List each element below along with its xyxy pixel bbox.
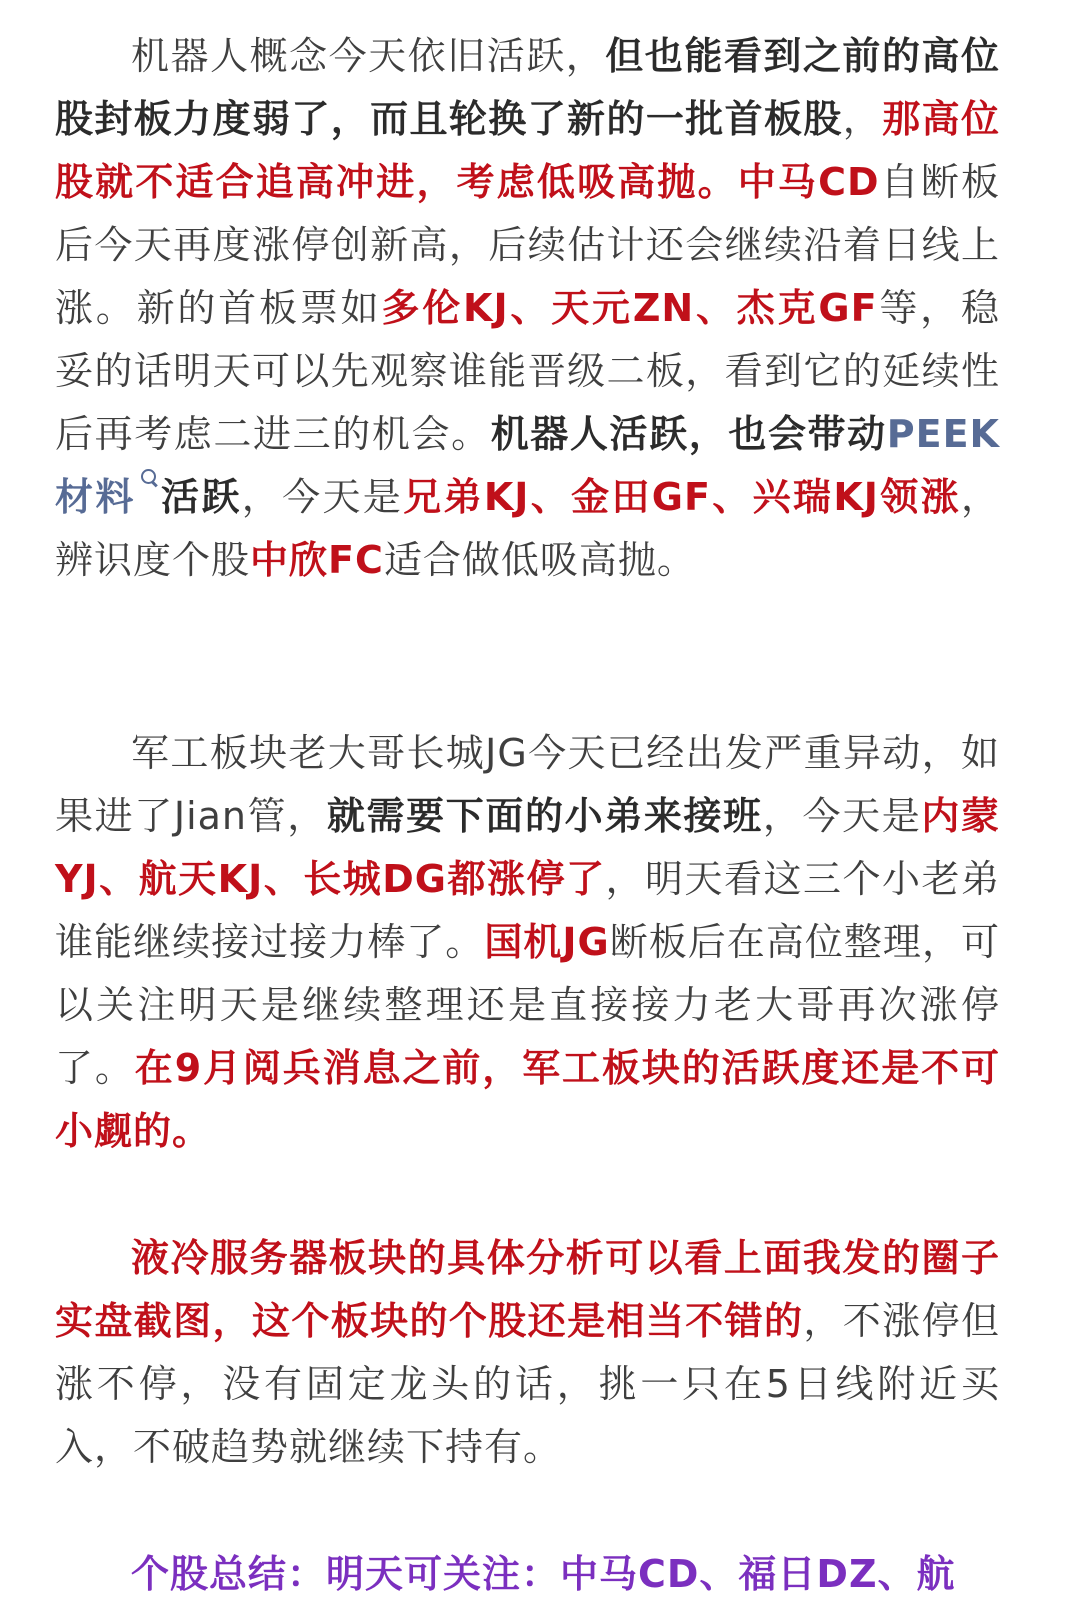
paragraph-stock-summary	[55, 1543, 1000, 1606]
highlight-segment: 兄弟KJ、金田GF、兴瑞KJ领涨	[403, 475, 961, 519]
highlight-segment: 那高位股就不适合追高冲进，考虑低吸高抛。中马CD	[55, 97, 1000, 204]
bold-segment: 活跃	[159, 475, 242, 519]
text-segment: ，明天看这三个小老弟谁能继续接过接力棒了。	[55, 857, 1000, 964]
highlight-segment: 中欣FC	[250, 538, 384, 582]
text-segment: ，	[842, 97, 883, 141]
peek-material-link[interactable]: PEEK材料	[55, 412, 1000, 519]
text-segment: ，今天是	[241, 475, 404, 519]
text-segment: 自断板后今天再度涨停创新高，后续估计还会继续沿着日线上涨。新的首板票如	[55, 160, 1000, 330]
summary-segment: 个股总结：明天可关注：中马CD、福日DZ、航	[131, 1552, 956, 1596]
text-segment: ，不涨停但涨不停，没有固定龙头的话，挑一只在5日线附近买入，不破趋势就继续下持有。	[55, 1299, 1000, 1469]
text-segment: 适合做低吸高抛。	[383, 538, 696, 582]
paragraph-liquid-cooling	[55, 1227, 1000, 1479]
search-icon[interactable]	[140, 468, 158, 486]
text-segment: 等，稳妥的话明天可以先观察谁能晋级二板，看到它的延续性后再考虑二进三的机会。	[55, 286, 1000, 456]
highlight-segment: 液冷服务器板块的具体分析可以看上面我发的圈子实盘截图，这个板块的个股还是相当不错的	[55, 1236, 1000, 1343]
paragraph-military-sector	[55, 722, 1000, 1163]
text-segment: 断板后在高位整理，可以关注明天是继续整理还是直接接力老大哥再次涨停了。	[55, 920, 1000, 1090]
bold-segment: 但也能看到之前的高位股封板力度弱了，而且轮换了新的一批首板股	[55, 34, 1000, 141]
text-segment: 机器人概念今天依旧活跃，	[131, 34, 606, 78]
highlight-segment: 国机JG	[484, 920, 610, 964]
text-segment: ，辨识度个股	[55, 475, 1000, 582]
highlight-segment: 多伦KJ、天元ZN、杰克GF	[381, 286, 878, 330]
text-segment: 军工板块老大哥长城JG今天已经出发严重异动，如果进了Jian管，	[55, 731, 1000, 838]
bold-segment: 就需要下面的小弟来接班	[326, 794, 763, 838]
highlight-segment: 在9月阅兵消息之前，军工板块的活跃度还是不可小觑的。	[55, 1046, 1000, 1153]
highlight-segment: 内蒙YJ、航天KJ、长城DG都涨停了	[55, 794, 1000, 901]
text-segment: ，今天是	[762, 794, 922, 838]
paragraph-robot-concept	[55, 25, 1000, 592]
bold-segment: 机器人活跃，也会带动	[490, 412, 887, 456]
